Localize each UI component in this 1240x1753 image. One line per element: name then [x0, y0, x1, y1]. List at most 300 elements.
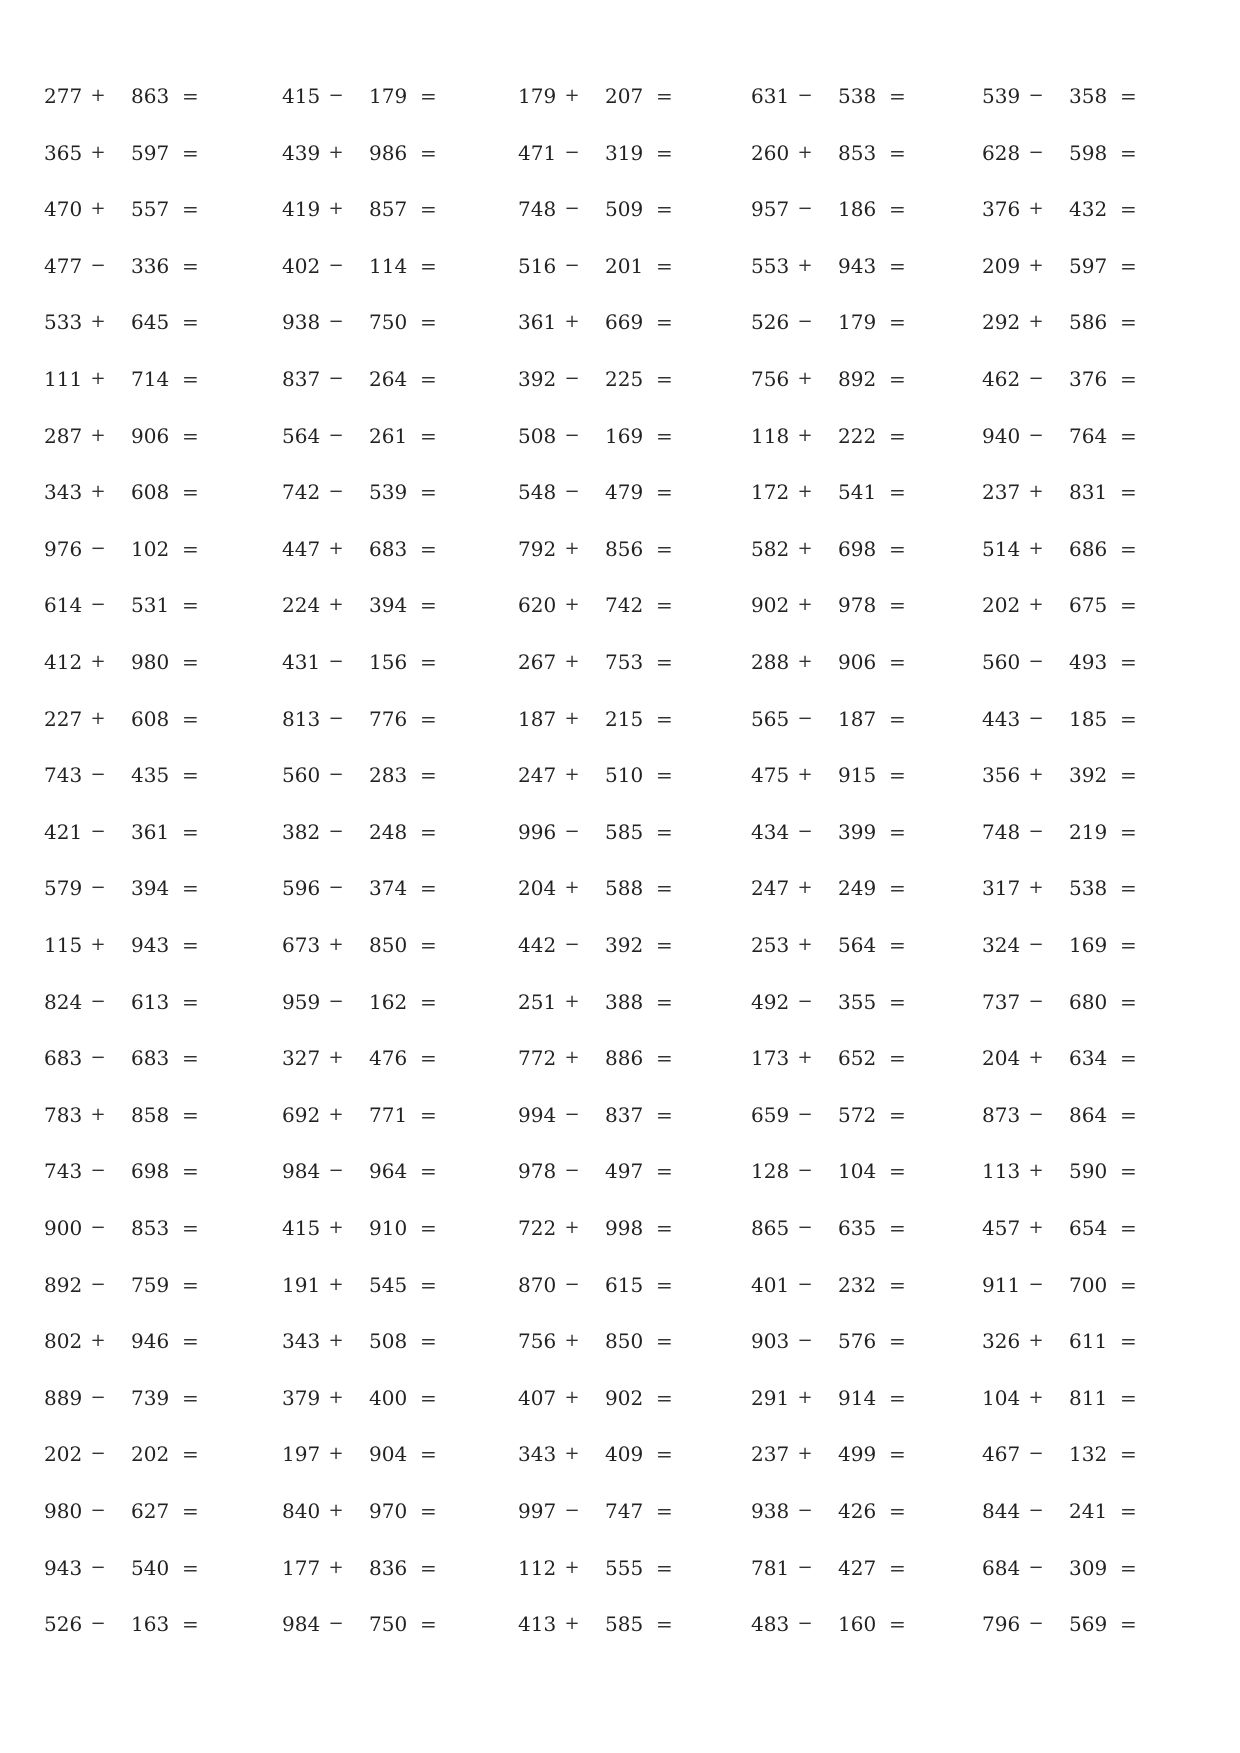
equals-sign: = — [656, 1216, 673, 1240]
first-operand: 742 — [282, 480, 321, 505]
operator: + — [797, 481, 813, 503]
second-operand: 698 — [131, 1159, 170, 1184]
operator: + — [564, 594, 580, 616]
second-operand: 771 — [369, 1102, 408, 1127]
second-operand: 853 — [131, 1216, 170, 1240]
operator: − — [90, 1217, 106, 1238]
second-operand: 590 — [1069, 1159, 1108, 1184]
problem-row — [0, 1491, 1240, 1531]
operator: − — [90, 594, 106, 616]
second-operand: 392 — [1069, 763, 1108, 788]
first-operand: 361 — [518, 310, 557, 335]
second-operand: 215 — [605, 706, 644, 731]
operator: − — [90, 1386, 106, 1408]
equals-sign: = — [889, 84, 906, 108]
first-operand: 526 — [751, 310, 790, 335]
first-operand: 443 — [982, 706, 1021, 731]
first-operand: 204 — [518, 876, 557, 901]
first-operand: 844 — [982, 1499, 1021, 1523]
first-operand: 407 — [518, 1385, 557, 1410]
second-operand: 753 — [605, 650, 644, 674]
operator: − — [564, 141, 580, 163]
problem-row — [0, 1321, 1240, 1361]
equals-sign: = — [182, 536, 199, 561]
equals-sign: = — [420, 197, 437, 222]
equals-sign: = — [656, 876, 673, 901]
first-operand: 434 — [751, 819, 790, 844]
first-operand: 748 — [518, 197, 557, 222]
problem-row — [0, 1378, 1240, 1418]
second-operand: 858 — [131, 1102, 170, 1127]
second-operand: 970 — [369, 1499, 408, 1523]
second-operand: 811 — [1069, 1385, 1108, 1410]
second-operand: 156 — [369, 650, 408, 674]
first-operand: 202 — [982, 593, 1021, 618]
second-operand: 509 — [605, 197, 644, 222]
first-operand: 514 — [982, 536, 1021, 561]
first-operand: 475 — [751, 763, 790, 788]
first-operand: 343 — [518, 1442, 557, 1467]
equals-sign: = — [420, 140, 437, 165]
second-operand: 892 — [838, 367, 877, 391]
equals-sign: = — [656, 1046, 673, 1071]
second-operand: 613 — [131, 989, 170, 1014]
operator: − — [564, 198, 580, 220]
operator: + — [328, 198, 344, 220]
operator: + — [797, 1443, 813, 1465]
first-operand: 379 — [282, 1385, 321, 1410]
operator: + — [564, 1047, 580, 1069]
first-operand: 421 — [44, 819, 83, 844]
second-operand: 162 — [369, 989, 408, 1014]
first-operand: 997 — [518, 1499, 557, 1523]
second-operand: 683 — [131, 1046, 170, 1071]
first-operand: 419 — [282, 197, 321, 222]
equals-sign: = — [1120, 1216, 1137, 1240]
second-operand: 222 — [838, 423, 877, 448]
first-operand: 748 — [982, 819, 1021, 844]
operator: − — [1028, 707, 1044, 729]
operator: + — [797, 1386, 813, 1408]
operator: + — [797, 141, 813, 163]
operator: + — [328, 1047, 344, 1069]
second-operand: 541 — [838, 480, 877, 505]
operator: − — [564, 1160, 580, 1182]
first-operand: 260 — [751, 140, 790, 165]
equals-sign: = — [420, 1216, 437, 1240]
problem-row — [0, 868, 1240, 908]
second-operand: 742 — [605, 593, 644, 618]
equals-sign: = — [182, 706, 199, 731]
operator: + — [90, 1103, 106, 1125]
operator: − — [1028, 368, 1044, 389]
first-operand: 492 — [751, 989, 790, 1014]
second-operand: 572 — [838, 1102, 877, 1127]
second-operand: 853 — [838, 140, 877, 165]
second-operand: 910 — [369, 1216, 408, 1240]
equals-sign: = — [656, 593, 673, 618]
first-operand: 457 — [982, 1216, 1021, 1240]
equals-sign: = — [420, 819, 437, 844]
operator: + — [797, 877, 813, 899]
problem-row — [0, 1604, 1240, 1644]
second-operand: 399 — [838, 819, 877, 844]
first-operand: 251 — [518, 989, 557, 1014]
operator: + — [1028, 311, 1044, 333]
second-operand: 249 — [838, 876, 877, 901]
equals-sign: = — [1120, 593, 1137, 618]
equals-sign: = — [656, 367, 673, 391]
second-operand: 856 — [605, 536, 644, 561]
second-operand: 585 — [605, 1612, 644, 1637]
equals-sign: = — [182, 480, 199, 505]
operator: − — [797, 311, 813, 333]
operator: − — [90, 820, 106, 842]
second-operand: 764 — [1069, 423, 1108, 448]
first-operand: 539 — [982, 84, 1021, 108]
operator: + — [328, 1500, 344, 1521]
equals-sign: = — [656, 1272, 673, 1297]
second-operand: 943 — [131, 933, 170, 957]
second-operand: 857 — [369, 197, 408, 222]
second-operand: 683 — [369, 536, 408, 561]
operator: − — [90, 1500, 106, 1521]
equals-sign: = — [420, 1555, 437, 1580]
second-operand: 652 — [838, 1046, 877, 1071]
equals-sign: = — [182, 763, 199, 788]
equals-sign: = — [656, 1102, 673, 1127]
first-operand: 865 — [751, 1216, 790, 1240]
operator: + — [1028, 594, 1044, 616]
equals-sign: = — [1120, 933, 1137, 957]
second-operand: 309 — [1069, 1555, 1108, 1580]
second-operand: 102 — [131, 536, 170, 561]
equals-sign: = — [889, 650, 906, 674]
first-operand: 756 — [518, 1329, 557, 1354]
operator: − — [797, 1556, 813, 1578]
operator: − — [1028, 990, 1044, 1012]
equals-sign: = — [420, 989, 437, 1014]
equals-sign: = — [656, 706, 673, 731]
first-operand: 202 — [44, 1442, 83, 1467]
second-operand: 597 — [131, 140, 170, 165]
equals-sign: = — [420, 536, 437, 561]
equals-sign: = — [889, 1499, 906, 1523]
operator: + — [564, 1556, 580, 1578]
equals-sign: = — [1120, 197, 1137, 222]
equals-sign: = — [1120, 1102, 1137, 1127]
first-operand: 582 — [751, 536, 790, 561]
second-operand: 980 — [131, 650, 170, 674]
operator: + — [797, 651, 813, 672]
first-operand: 620 — [518, 593, 557, 618]
second-operand: 850 — [369, 933, 408, 957]
first-operand: 237 — [751, 1442, 790, 1467]
operator: + — [1028, 481, 1044, 503]
first-operand: 343 — [44, 480, 83, 505]
second-operand: 241 — [1069, 1499, 1108, 1523]
first-operand: 224 — [282, 593, 321, 618]
second-operand: 555 — [605, 1555, 644, 1580]
operator: + — [328, 1103, 344, 1125]
equals-sign: = — [1120, 140, 1137, 165]
first-operand: 903 — [751, 1329, 790, 1354]
equals-sign: = — [889, 1102, 906, 1127]
first-operand: 204 — [982, 1046, 1021, 1071]
second-operand: 598 — [1069, 140, 1108, 165]
second-operand: 747 — [605, 1499, 644, 1523]
second-operand: 557 — [131, 197, 170, 222]
first-operand: 781 — [751, 1555, 790, 1580]
second-operand: 104 — [838, 1159, 877, 1184]
equals-sign: = — [182, 593, 199, 618]
problem-row — [0, 76, 1240, 116]
first-operand: 900 — [44, 1216, 83, 1240]
equals-sign: = — [182, 1499, 199, 1523]
first-operand: 128 — [751, 1159, 790, 1184]
second-operand: 680 — [1069, 989, 1108, 1014]
equals-sign: = — [656, 819, 673, 844]
first-operand: 683 — [44, 1046, 83, 1071]
second-operand: 169 — [605, 423, 644, 448]
problem-row — [0, 529, 1240, 569]
second-operand: 586 — [1069, 310, 1108, 335]
equals-sign: = — [1120, 1499, 1137, 1523]
second-operand: 608 — [131, 706, 170, 731]
operator: − — [328, 990, 344, 1012]
operator: − — [564, 1500, 580, 1521]
first-operand: 659 — [751, 1102, 790, 1127]
equals-sign: = — [182, 197, 199, 222]
second-operand: 179 — [369, 84, 408, 108]
second-operand: 355 — [838, 989, 877, 1014]
operator: + — [1028, 537, 1044, 559]
second-operand: 588 — [605, 876, 644, 901]
equals-sign: = — [656, 536, 673, 561]
operator: − — [564, 368, 580, 389]
equals-sign: = — [420, 1442, 437, 1467]
second-operand: 569 — [1069, 1612, 1108, 1637]
first-operand: 628 — [982, 140, 1021, 165]
second-operand: 394 — [369, 593, 408, 618]
first-operand: 173 — [751, 1046, 790, 1071]
equals-sign: = — [182, 423, 199, 448]
operator: + — [564, 1613, 580, 1635]
operator: + — [797, 368, 813, 389]
second-operand: 476 — [369, 1046, 408, 1071]
operator: + — [1028, 1047, 1044, 1069]
problem-row — [0, 472, 1240, 512]
first-operand: 209 — [982, 253, 1021, 278]
equals-sign: = — [420, 84, 437, 108]
equals-sign: = — [182, 933, 199, 957]
equals-sign: = — [656, 84, 673, 108]
equals-sign: = — [889, 367, 906, 391]
operator: − — [328, 651, 344, 672]
first-operand: 317 — [982, 876, 1021, 901]
second-operand: 540 — [131, 1555, 170, 1580]
first-operand: 439 — [282, 140, 321, 165]
operator: − — [90, 990, 106, 1012]
second-operand: 906 — [838, 650, 877, 674]
equals-sign: = — [1120, 1555, 1137, 1580]
equals-sign: = — [182, 253, 199, 278]
second-operand: 186 — [838, 197, 877, 222]
first-operand: 911 — [982, 1272, 1021, 1297]
second-operand: 750 — [369, 1612, 408, 1637]
operator: − — [90, 254, 106, 276]
second-operand: 179 — [838, 310, 877, 335]
equals-sign: = — [182, 1385, 199, 1410]
second-operand: 904 — [369, 1442, 408, 1467]
equals-sign: = — [1120, 876, 1137, 901]
equals-sign: = — [420, 706, 437, 731]
second-operand: 225 — [605, 367, 644, 391]
second-operand: 635 — [838, 1216, 877, 1240]
operator: + — [328, 1330, 344, 1352]
equals-sign: = — [656, 1442, 673, 1467]
first-operand: 824 — [44, 989, 83, 1014]
operator: − — [90, 1160, 106, 1182]
operator: − — [797, 707, 813, 729]
equals-sign: = — [1120, 84, 1137, 108]
equals-sign: = — [182, 367, 199, 391]
first-operand: 104 — [982, 1385, 1021, 1410]
operator: − — [1028, 1613, 1044, 1635]
equals-sign: = — [889, 536, 906, 561]
second-operand: 864 — [1069, 1102, 1108, 1127]
operator: + — [90, 707, 106, 729]
first-operand: 996 — [518, 819, 557, 844]
first-operand: 737 — [982, 989, 1021, 1014]
second-operand: 426 — [838, 1499, 877, 1523]
first-operand: 415 — [282, 1216, 321, 1240]
operator: − — [564, 1103, 580, 1125]
first-operand: 560 — [982, 650, 1021, 674]
second-operand: 698 — [838, 536, 877, 561]
equals-sign: = — [182, 650, 199, 674]
equals-sign: = — [420, 933, 437, 957]
first-operand: 976 — [44, 536, 83, 561]
operator: − — [328, 1613, 344, 1635]
equals-sign: = — [656, 140, 673, 165]
equals-sign: = — [889, 593, 906, 618]
second-operand: 836 — [369, 1555, 408, 1580]
operator: − — [90, 1443, 106, 1465]
equals-sign: = — [420, 423, 437, 448]
operator: − — [797, 85, 813, 106]
equals-sign: = — [656, 480, 673, 505]
second-operand: 538 — [838, 84, 877, 108]
operator: + — [1028, 1217, 1044, 1238]
first-operand: 118 — [751, 423, 790, 448]
problem-row — [0, 755, 1240, 795]
first-operand: 470 — [44, 197, 83, 222]
operator: + — [1028, 198, 1044, 220]
first-operand: 413 — [518, 1612, 557, 1637]
equals-sign: = — [1120, 536, 1137, 561]
equals-sign: = — [420, 1612, 437, 1637]
equals-sign: = — [182, 140, 199, 165]
second-operand: 714 — [131, 367, 170, 391]
problem-row — [0, 246, 1240, 286]
equals-sign: = — [420, 593, 437, 618]
first-operand: 565 — [751, 706, 790, 731]
operator: + — [564, 1443, 580, 1465]
equals-sign: = — [1120, 706, 1137, 731]
second-operand: 499 — [838, 1442, 877, 1467]
operator: − — [1028, 651, 1044, 672]
second-operand: 510 — [605, 763, 644, 788]
equals-sign: = — [182, 1102, 199, 1127]
problem-row — [0, 1434, 1240, 1474]
operator: + — [1028, 764, 1044, 786]
first-operand: 402 — [282, 253, 321, 278]
equals-sign: = — [656, 310, 673, 335]
equals-sign: = — [656, 1385, 673, 1410]
second-operand: 915 — [838, 763, 877, 788]
first-operand: 516 — [518, 253, 557, 278]
second-operand: 169 — [1069, 933, 1108, 957]
second-operand: 374 — [369, 876, 408, 901]
second-operand: 400 — [369, 1385, 408, 1410]
second-operand: 669 — [605, 310, 644, 335]
second-operand: 187 — [838, 706, 877, 731]
equals-sign: = — [182, 819, 199, 844]
second-operand: 627 — [131, 1499, 170, 1523]
operator: + — [564, 1330, 580, 1352]
operator: − — [564, 934, 580, 955]
second-operand: 750 — [369, 310, 408, 335]
equals-sign: = — [420, 876, 437, 901]
first-operand: 365 — [44, 140, 83, 165]
first-operand: 277 — [44, 84, 83, 108]
equals-sign: = — [1120, 1272, 1137, 1297]
second-operand: 409 — [605, 1442, 644, 1467]
operator: + — [90, 651, 106, 672]
operator: − — [90, 1273, 106, 1295]
equals-sign: = — [1120, 763, 1137, 788]
operator: + — [564, 537, 580, 559]
equals-sign: = — [889, 1329, 906, 1354]
equals-sign: = — [656, 1329, 673, 1354]
equals-sign: = — [656, 1612, 673, 1637]
operator: + — [90, 368, 106, 389]
operator: + — [328, 1386, 344, 1408]
first-operand: 191 — [282, 1272, 321, 1297]
second-operand: 886 — [605, 1046, 644, 1071]
equals-sign: = — [889, 197, 906, 222]
equals-sign: = — [656, 1555, 673, 1580]
equals-sign: = — [182, 876, 199, 901]
second-operand: 608 — [131, 480, 170, 505]
second-operand: 201 — [605, 253, 644, 278]
equals-sign: = — [182, 1555, 199, 1580]
first-operand: 291 — [751, 1385, 790, 1410]
operator: + — [328, 1556, 344, 1578]
first-operand: 631 — [751, 84, 790, 108]
first-operand: 462 — [982, 367, 1021, 391]
operator: + — [564, 764, 580, 786]
equals-sign: = — [889, 989, 906, 1014]
problem-row — [0, 133, 1240, 173]
first-operand: 792 — [518, 536, 557, 561]
equals-sign: = — [1120, 253, 1137, 278]
equals-sign: = — [656, 197, 673, 222]
operator: − — [328, 481, 344, 503]
second-operand: 163 — [131, 1612, 170, 1637]
operator: − — [564, 820, 580, 842]
